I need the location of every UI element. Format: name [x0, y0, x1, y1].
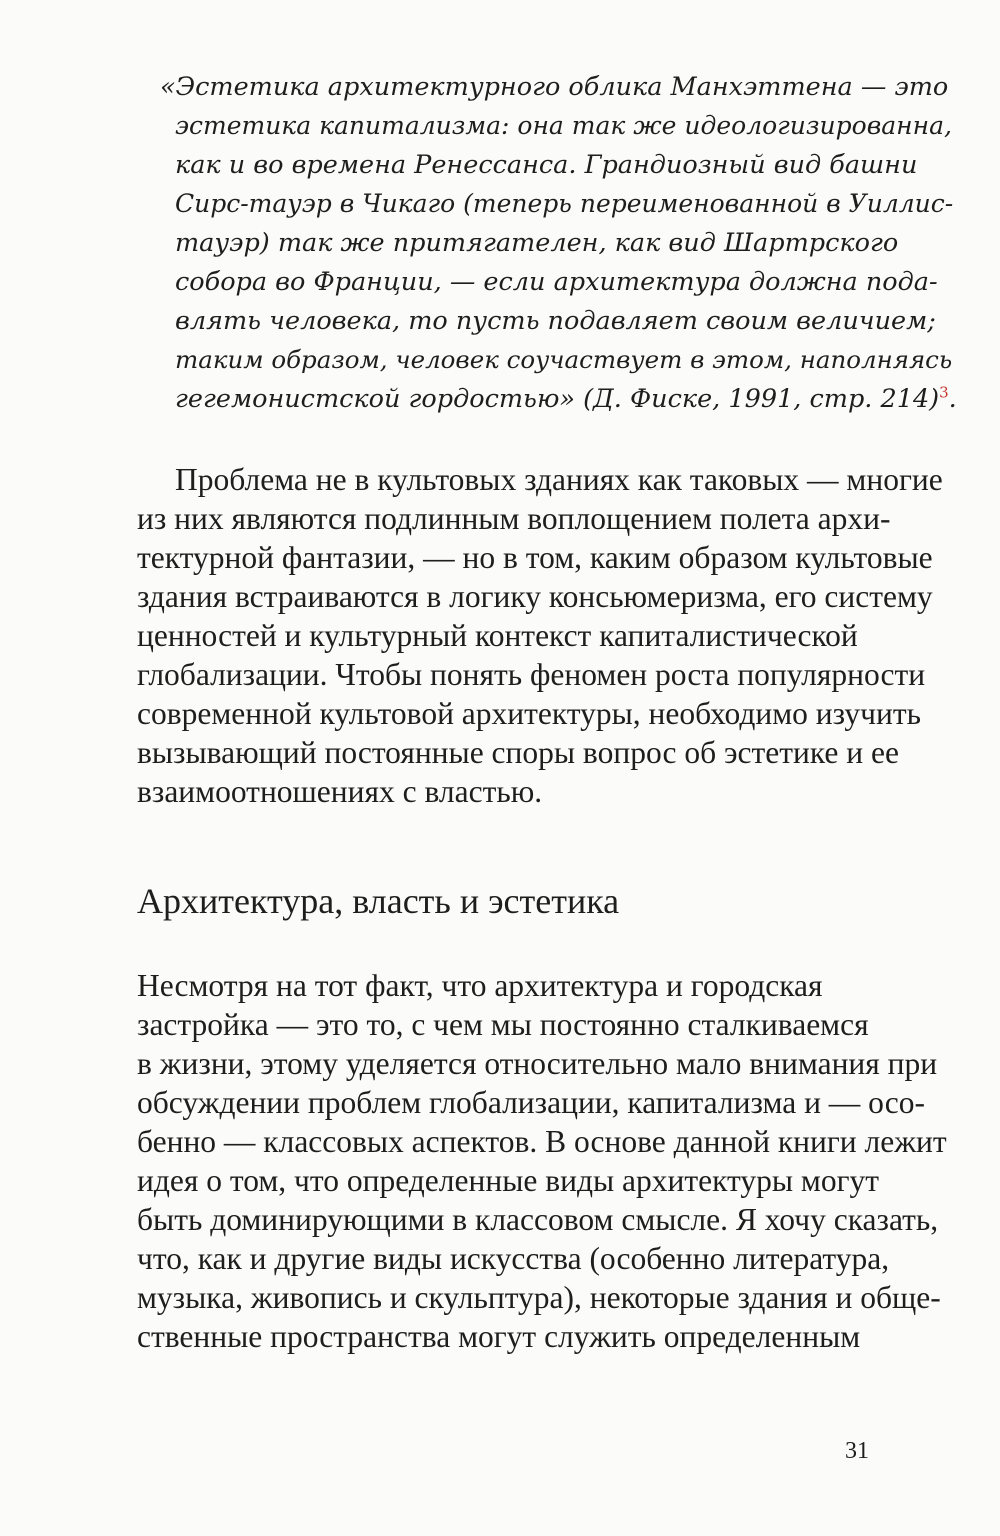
- paragraph-line: ственные пространства могут служить определенным: [137, 1319, 861, 1354]
- quote-line: Сирс-тауэр в Чикаго (теперь переименованной в Уиллис-: [175, 189, 954, 218]
- quote-line: таким образом, человек соучаствует в этом, наполняясь: [175, 345, 953, 374]
- page-number: 31: [845, 1438, 869, 1464]
- quote-line: тауэр) так же притягателен, как вид Шартрского: [175, 228, 899, 258]
- paragraph-line: что, как и другие виды искусства (особенно литература,: [137, 1241, 890, 1276]
- paragraph-line: Несмотря на тот факт, что архитектура и городская: [137, 968, 823, 1003]
- paragraph-line: здания встраиваются в логику консьюмеризма, его систему: [137, 579, 933, 614]
- paragraph-line: идея о том, что определенные виды архитектуры могут: [137, 1163, 880, 1198]
- paragraph-line: современной культовой архитектуры, необходимо изучить: [137, 696, 922, 731]
- quote-line: эстетика капитализма: она так же идеологизированна,: [175, 111, 952, 140]
- paragraph-line: глобализации. Чтобы понять феномен роста популярности: [137, 657, 926, 692]
- paragraph-line: бенно — классовых аспектов. В основе данной книги лежит: [137, 1124, 947, 1159]
- quote-line: «Эстетика архитектурного облика Манхэттена — это: [160, 72, 949, 102]
- paragraph-line: вызывающий постоянные споры вопрос об эстетике и ее: [137, 735, 899, 770]
- paragraph-line: тектурной фантазии, — но в том, каким образом культовые: [137, 540, 933, 575]
- paragraph-line: Проблема не в культовых зданиях как таковых — многие: [175, 462, 943, 497]
- paragraph-line: взаимоотношениях с властью.: [137, 774, 543, 809]
- quote-line: влять человека, то пусть подавляет своим величием;: [175, 306, 936, 336]
- quote-line-last: [175, 384, 957, 414]
- section-heading: Архитектура, власть и эстетика: [137, 881, 620, 921]
- paragraph-line: ценностей и культурный контекст капиталистической: [137, 618, 858, 653]
- paragraph-line: застройка — это то, с чем мы постоянно сталкиваемся: [137, 1007, 869, 1042]
- paragraph-line: в жизни, этому уделяется относительно мало внимания при: [137, 1046, 938, 1081]
- paragraph-line: из них являются подлинным воплощением полета архи-: [137, 501, 891, 536]
- quote-end-punct: .: [948, 384, 957, 414]
- quote-line: как и во времена Ренессанса. Грандиозный вид башни: [175, 150, 918, 180]
- paragraph-line: музыка, живопись и скульптура), некоторые здания и обще-: [137, 1280, 941, 1315]
- quote-line-text: гегемонистской гордостью» (Д. Фиске, 1991, стр. 214): [175, 384, 940, 414]
- quote-line: собора во Франции, — если архитектура должна пода-: [175, 267, 938, 297]
- footnote-marker[interactable]: 3: [939, 383, 949, 402]
- paragraph-line: быть доминирующими в классовом смысле. Я хочу сказать,: [137, 1202, 939, 1237]
- paragraph-line: обсуждении проблем глобализации, капитализма и — осо-: [137, 1085, 925, 1120]
